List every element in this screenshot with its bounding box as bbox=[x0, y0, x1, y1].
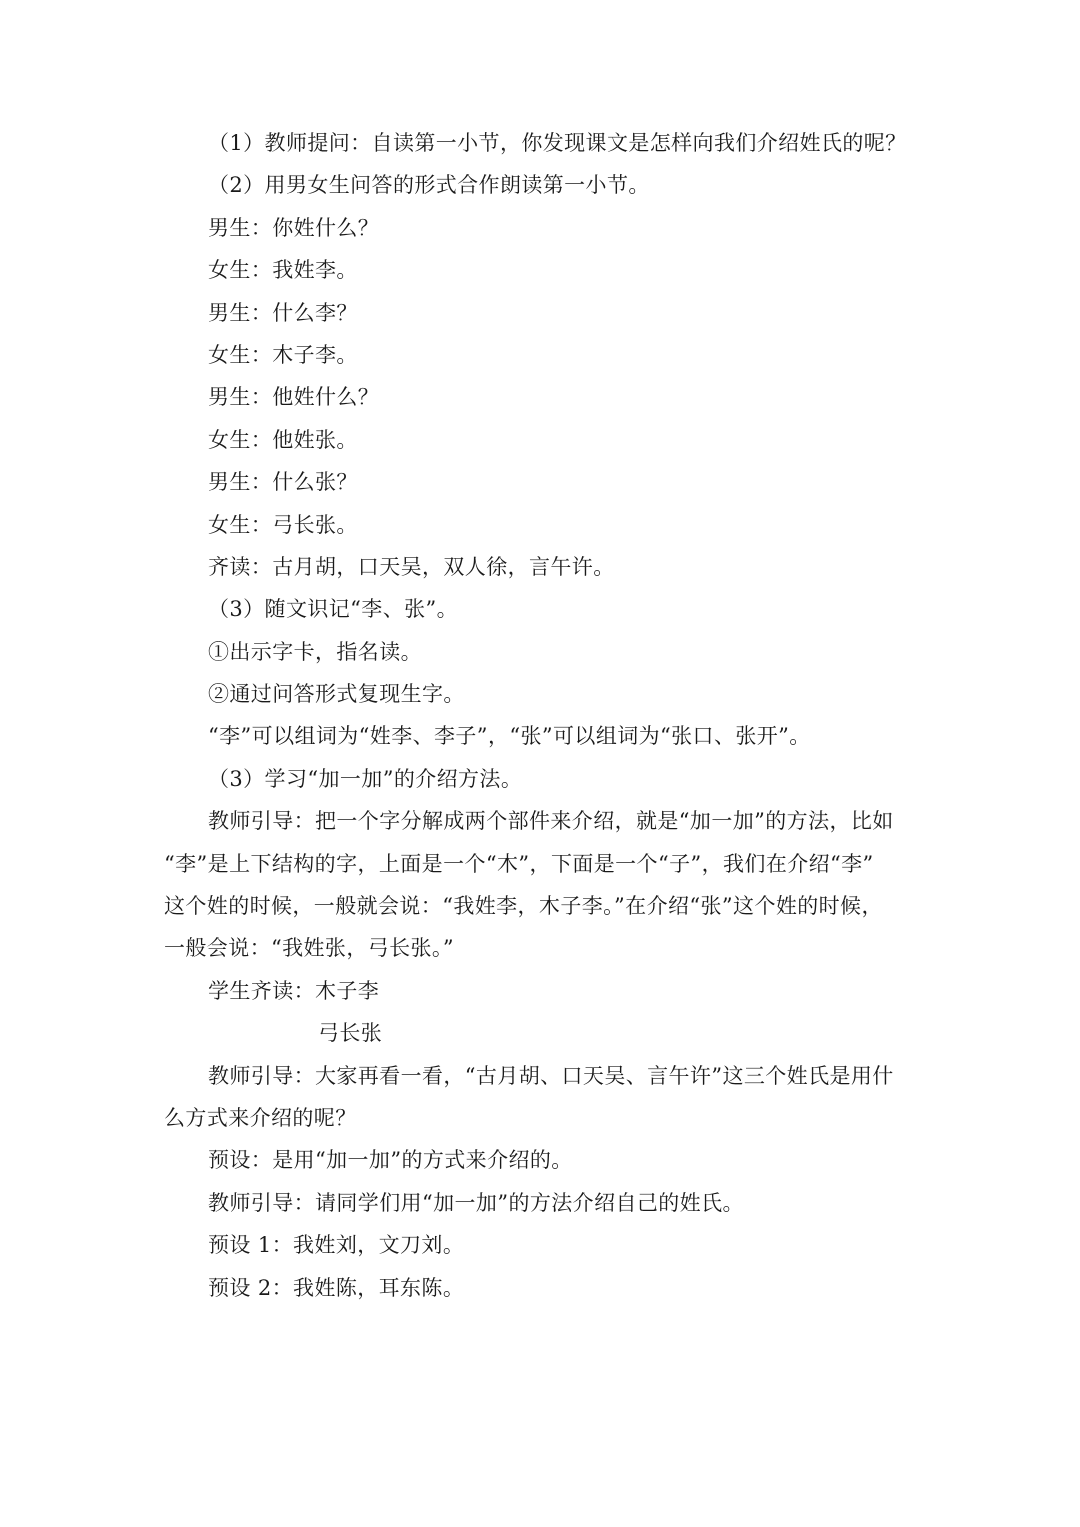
paragraph-line: （3）学习“加一加”的介绍方法。 bbox=[208, 766, 523, 791]
dialogue-line: 男生：什么张？ bbox=[208, 470, 358, 495]
dialogue-line: 女生：木子李。 bbox=[208, 342, 358, 367]
paragraph-line: 一般会说：“我姓张，弓长张。” bbox=[164, 936, 454, 961]
paragraph-line: （1）教师提问：自读第一小节，你发现课文是怎样向我们介绍姓氏的呢？ bbox=[208, 131, 907, 155]
dialogue-line: 男生：你姓什么？ bbox=[208, 215, 380, 240]
paragraph-line: ②通过问答形式复现生字。 bbox=[208, 682, 465, 707]
paragraph-line: 教师引导：大家再看一看，“古月胡、口天吴、言午许”这三个姓氏是用什 bbox=[208, 1063, 894, 1088]
paragraph-line: ①出示字卡，指名读。 bbox=[208, 639, 422, 664]
dialogue-line: 男生：什么李？ bbox=[208, 300, 358, 325]
paragraph-line: 预设 2：我姓陈，耳东陈。 bbox=[208, 1275, 465, 1300]
paragraph-line: “李”是上下结构的字，上面是一个“木”，下面是一个“子”，我们在介绍“李” bbox=[164, 851, 874, 876]
paragraph-line: 弓长张 bbox=[318, 1021, 383, 1046]
dialogue-line: 女生：我姓李。 bbox=[208, 258, 358, 283]
paragraph-line: （3）随文识记“李、张”。 bbox=[208, 597, 459, 622]
paragraph-line: 预设：是用“加一加”的方式来介绍的。 bbox=[208, 1148, 573, 1173]
dialogue-line: 男生：他姓什么？ bbox=[208, 385, 380, 410]
dialogue-line: 女生：他姓张。 bbox=[208, 427, 358, 452]
paragraph-line: 齐读：古月胡，口天吴，双人徐，言午许。 bbox=[208, 554, 615, 579]
paragraph-line: 预设 1：我姓刘，文刀刘。 bbox=[208, 1233, 465, 1258]
paragraph-line: 教师引导：请同学们用“加一加”的方法介绍自己的姓氏。 bbox=[208, 1190, 744, 1215]
paragraph-line: （2）用男女生问答的形式合作朗读第一小节。 bbox=[208, 173, 650, 198]
paragraph-line: 学生齐读：木子李 bbox=[208, 978, 380, 1003]
paragraph-line: “李”可以组词为“姓李、李子”，“张”可以组词为“张口、张开”。 bbox=[208, 724, 811, 749]
paragraph-line: 这个姓的时候，一般就会说：“我姓李，木子李。”在介绍“张”这个姓的时候， bbox=[164, 894, 883, 919]
paragraph-line: 教师引导：把一个字分解成两个部件来介绍，就是“加一加”的方法，比如 bbox=[208, 809, 894, 834]
paragraph-line: 么方式来介绍的呢？ bbox=[164, 1105, 357, 1130]
dialogue-line: 女生：弓长张。 bbox=[208, 512, 358, 537]
document-body bbox=[164, 122, 920, 1309]
